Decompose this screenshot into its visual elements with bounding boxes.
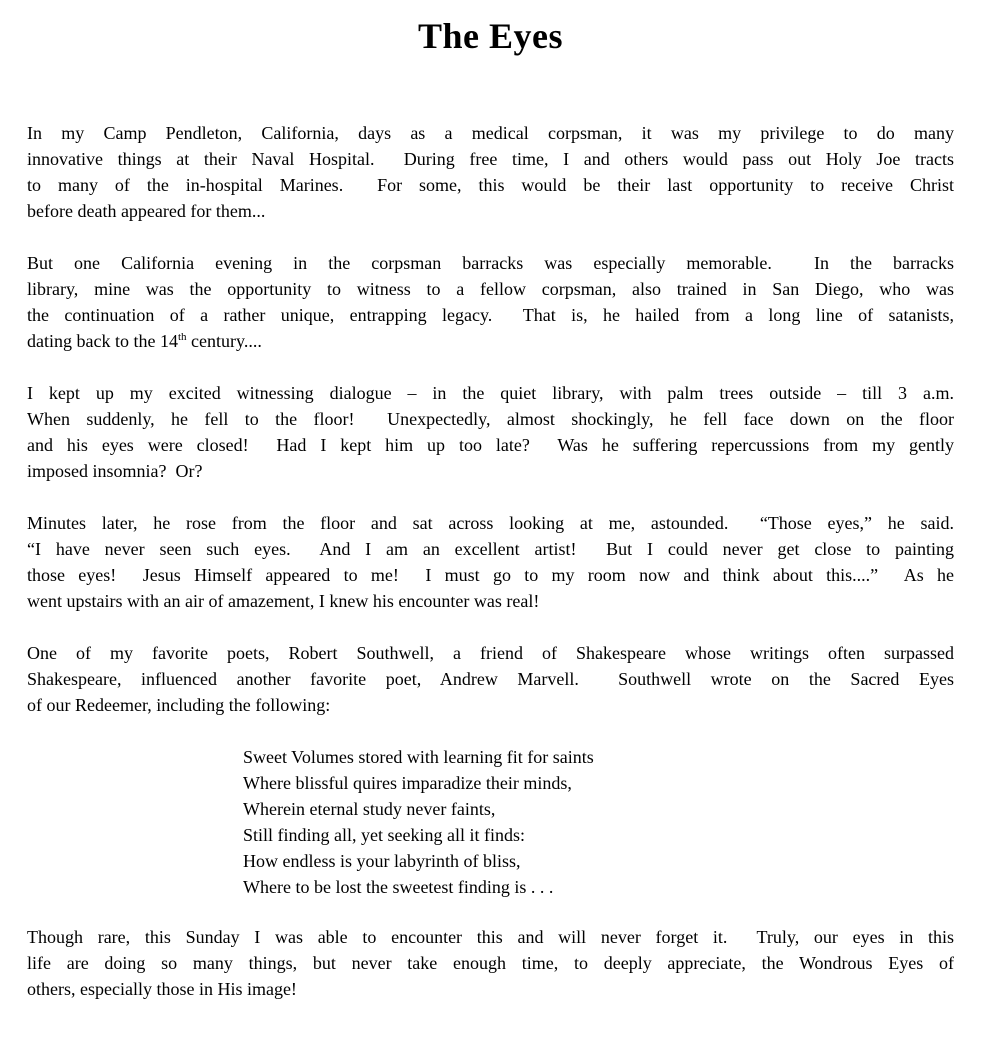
poem-line: Where to be lost the sweetest finding is . . . [243, 877, 554, 897]
text-line: Shakespeare, influenced another favorite poet, Andrew Marvell. Southwell wrote on the Sacred Eyes [27, 669, 954, 689]
paragraph-6 [27, 924, 954, 1002]
text-line [27, 328, 954, 354]
text-line: Minutes later, he rose from the floor and sat across looking at me, astounded. “Those eyes,” he said. [27, 513, 954, 533]
text-line: those eyes! Jesus Himself appeared to me! I must go to my room now and think about this....” As he [27, 565, 954, 585]
text-line: innovative things at their Naval Hospital. During free time, I and others would pass out Holy Joe tracts [27, 149, 954, 169]
paragraph-1 [27, 120, 954, 224]
paragraph-5 [27, 640, 954, 718]
page-title: The Eyes [417, 16, 563, 56]
text-line: I kept up my excited witnessing dialogue – in the quiet library, with palm trees outside – till 3 a.m. [27, 383, 954, 403]
text-line: Though rare, this Sunday I was able to encounter this and will never forget it. Truly, our eyes in this [27, 927, 954, 947]
text-line: of our Redeemer, including the following: [27, 695, 331, 715]
poem-quote [243, 744, 954, 900]
text-line: imposed insomnia? Or? [27, 461, 203, 481]
paragraph-4 [27, 510, 954, 614]
text-line: library, mine was the opportunity to witness to a fellow corpsman, also trained in San Diego, who was [27, 279, 954, 299]
text-line: life are doing so many things, but never take enough time, to deeply appreciate, the Wondrous Eyes of [27, 953, 954, 973]
poem-line: Wherein eternal study never faints, [243, 799, 496, 819]
paragraph-3 [27, 380, 954, 484]
text-line: “I have never seen such eyes. And I am an excellent artist! But I could never get close to painting [27, 539, 954, 559]
paragraph-2 [27, 250, 954, 354]
poem-line: Sweet Volumes stored with learning fit for saints [243, 747, 594, 767]
text-line: When suddenly, he fell to the floor! Unexpectedly, almost shockingly, he fell face down on the floor [27, 409, 954, 429]
text-line: the continuation of a rather unique, entrapping legacy. That is, he hailed from a long line of satanists, [27, 305, 954, 325]
text-line: before death appeared for them... [27, 201, 266, 221]
text-line: others, especially those in His image! [27, 979, 297, 999]
text-line: In my Camp Pendleton, California, days as a medical corpsman, it was my privilege to do many [27, 123, 954, 143]
text-segment: dating back to the 14 [27, 331, 178, 351]
poem-line: Where blissful quires imparadize their minds, [243, 773, 572, 793]
text-line: to many of the in-hospital Marines. For some, this would be their last opportunity to receive Christ [27, 175, 954, 195]
poem-line: Still finding all, yet seeking all it finds: [243, 825, 525, 845]
text-line: went upstairs with an air of amazement, I knew his encounter was real! [27, 591, 540, 611]
text-line: One of my favorite poets, Robert Southwell, a friend of Shakespeare whose writings often surpassed [27, 643, 954, 663]
poem-line: How endless is your labyrinth of bliss, [243, 851, 521, 871]
ordinal-superscript: th [177, 331, 187, 343]
text-line: and his eyes were closed! Had I kept him up too late? Was he suffering repercussions from my gently [27, 435, 954, 455]
text-segment: century.... [186, 331, 262, 351]
text-line: But one California evening in the corpsman barracks was especially memorable. In the barracks [27, 253, 954, 273]
